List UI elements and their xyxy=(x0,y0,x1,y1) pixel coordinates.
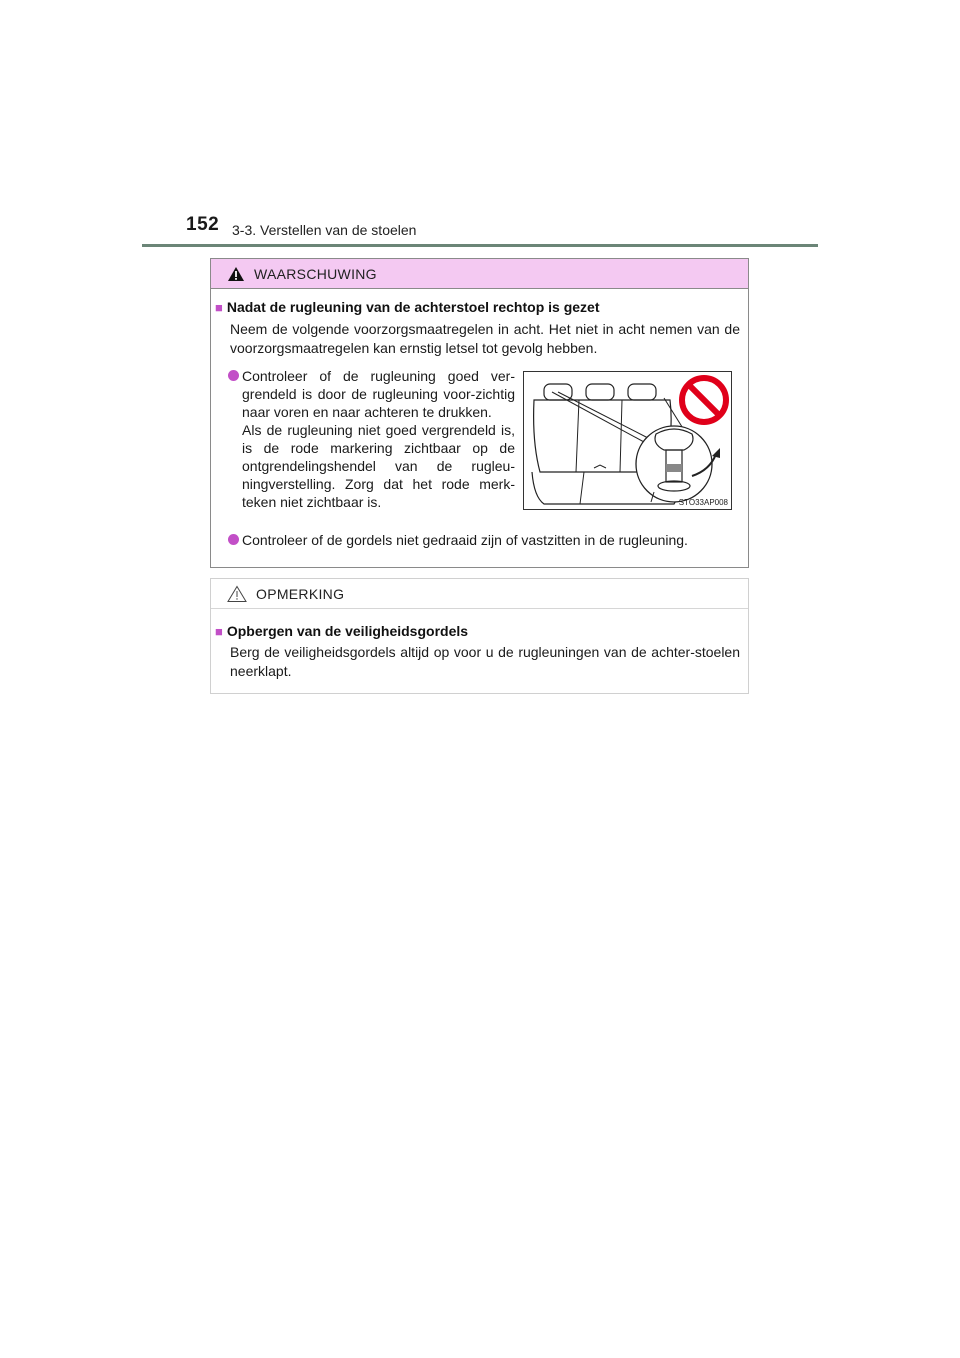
seat-illustration xyxy=(523,371,732,510)
warning-title: WAARSCHUWING xyxy=(254,265,377,282)
section-title: 3-3. Verstellen van de stoelen xyxy=(232,222,417,238)
note-heading xyxy=(215,623,468,639)
caution-triangle-icon xyxy=(227,585,247,603)
note-box xyxy=(210,578,749,694)
warning-header xyxy=(211,259,748,289)
note-title: OPMERKING xyxy=(256,585,345,602)
round-bullet-icon xyxy=(228,534,239,545)
warning-bullet-1-text: Controleer of de rugleuning goed ver-grendeld is door de rugleuning voor-zichtig naar voren en naar achteren te drukken. xyxy=(242,368,515,420)
warning-triangle-icon xyxy=(227,266,245,282)
figure-code: STO33AP008 xyxy=(678,498,728,507)
note-heading-text: Opbergen van de veiligheidsgordels xyxy=(226,623,469,639)
warning-bullet-1-extra: Als de rugleuning niet goed vergrendeld is, is de rode markering zichtbaar op de ontgrendelingshendel van de rugleu-ningverstelling. Zorg dat het rode merk-teken niet zichtbaar is. xyxy=(242,422,515,510)
rear-seat-drawing xyxy=(524,372,731,509)
warning-intro: Neem de volgende voorzorgsmaatregelen in acht. Het niet in acht nemen van de voorzorgsmaatregelen kan ernstig letsel tot gevolg hebben. xyxy=(230,321,740,356)
prohibition-icon xyxy=(682,378,726,422)
page-number: 152 xyxy=(186,214,220,235)
square-bullet-icon: ■ xyxy=(215,300,223,315)
warning-heading xyxy=(215,299,600,315)
warning-box xyxy=(210,258,749,568)
note-body: Berg de veiligheidsgordels altijd op voor u de rugleuningen van de achter-stoelen neerklapt. xyxy=(230,644,740,679)
round-bullet-icon xyxy=(228,370,239,381)
warning-heading-text: Nadat de rugleuning van de achterstoel rechtop is gezet xyxy=(226,299,600,315)
header-rule xyxy=(142,244,818,247)
square-bullet-icon: ■ xyxy=(215,624,223,639)
note-header xyxy=(211,579,748,609)
warning-bullet-2-text: Controleer of de gordels niet gedraaid zijn of vastzitten in de rugleuning. xyxy=(242,532,688,548)
